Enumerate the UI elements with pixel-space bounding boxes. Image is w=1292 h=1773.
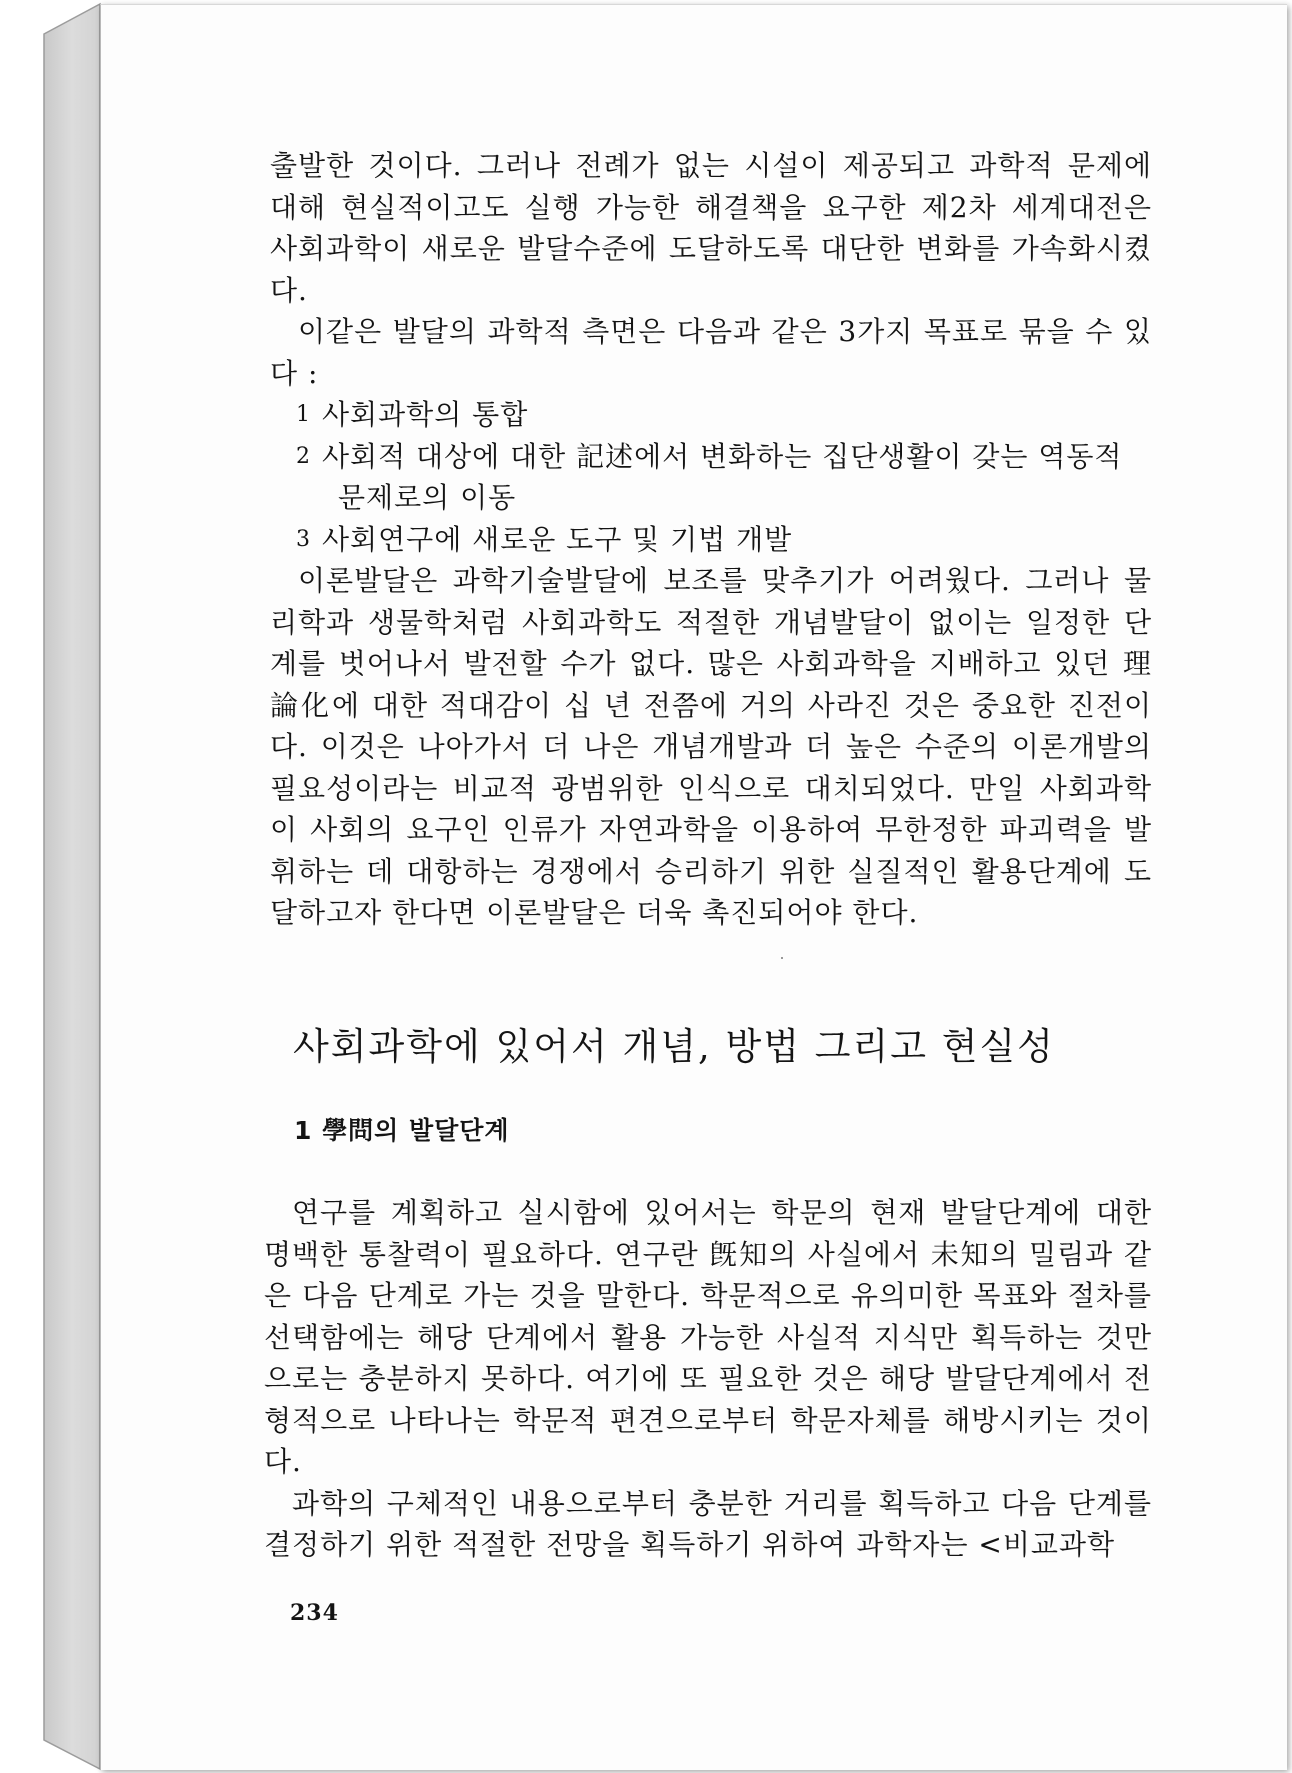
subsection-title: 1 學問의 발달단계: [294, 1116, 510, 1145]
list-number: 1: [296, 402, 311, 427]
section-title: 사회과학에 있어서 개념, 방법 그리고 현실성: [293, 1025, 1055, 1068]
list-item: [270, 394, 1152, 436]
list-text: 사회과학의 통합: [322, 398, 529, 431]
list-text: 사회연구에 새로운 도구 및 기법 개발: [322, 522, 793, 556]
list-item: [270, 519, 1152, 561]
paragraph-research: 연구를 계획하고 실시함에 있어서는 학문의 현재 발달단계에 대한 명백한 통찰력이 필요하다. 연구란 旣知의 사실에서 未知의 밀림과 같은 다음 단계로 가는 것을 말한다. 학문적으로 유의미한 목표와 절차를 선택함에는 해당 단계에서 활용 가능한 사실적 지식만 획득하는 것만으로는 충분하지 못하다. 여기에 또 필요한 것은 해당 발달단계에서 전형적으로 나타나는 학문적 편견으로부터 학문자체를 해방시키는 것이다.: [264, 1196, 1152, 1478]
list-number: 3: [296, 526, 311, 552]
body-text-top: [270, 145, 1152, 934]
page-number: 234: [290, 1600, 339, 1626]
scan-speck: [781, 957, 783, 959]
list-number: 2: [296, 443, 311, 469]
paragraph-theory: 이론발달은 과학기술발달에 보조를 맞추기가 어려웠다. 그러나 물리학과 생물학처럼 사회과학도 적절한 개념발달이 없이는 일정한 단계를 벗어나서 발전할 수가 없다. 많은 사회과학을 지배하고 있던 理論化에 대한 적대감이 십 년 전쯤에 거의 사라진 것은 중요한 진전이다. 이것은 나아가서 더 나은 개념개발과 더 높은 수준의 이론개발의 필요성이라는 비교적 광범위한 인식으로 대치되었다. 만일 사회과학이 사회의 요구인 인류가 자연과학을 이용하여 무한정한 파괴력을 발휘하는 데 대항하는 경쟁에서 승리하기 위한 실질적인 활용단계에 도달하고자 한다면 이론발달은 더욱 촉진되어야 한다.: [270, 564, 1152, 929]
list-text-continuation: 문제로의 이동: [338, 481, 517, 514]
list-text: 사회적 대상에 대한 記述에서 변화하는 집단생활이 갖는 역동적: [322, 439, 1123, 473]
body-text-bottom: [264, 1192, 1152, 1566]
paragraph-goals-intro: 이같은 발달의 과학적 측면은 다음과 같은 3가지 목표로 묶을 수 있다 :: [270, 315, 1152, 390]
goals-list: [270, 394, 1152, 560]
paragraph-distance: 과학의 구체적인 내용으로부터 충분한 거리를 획득하고 다음 단계를 결정하기 위한 적절한 전망을 획득하기 위하여 과학자는 <비교과학: [264, 1486, 1152, 1561]
list-item: [270, 436, 1152, 519]
paragraph-intro: 출발한 것이다. 그러나 전례가 없는 시설이 제공되고 과학적 문제에 대해 현실적이고도 실행 가능한 해결책을 요구한 제2차 세계대전은 사회과학이 새로운 발달수준에 도달하도록 대단한 변화를 가속화시켰다.: [270, 149, 1152, 307]
